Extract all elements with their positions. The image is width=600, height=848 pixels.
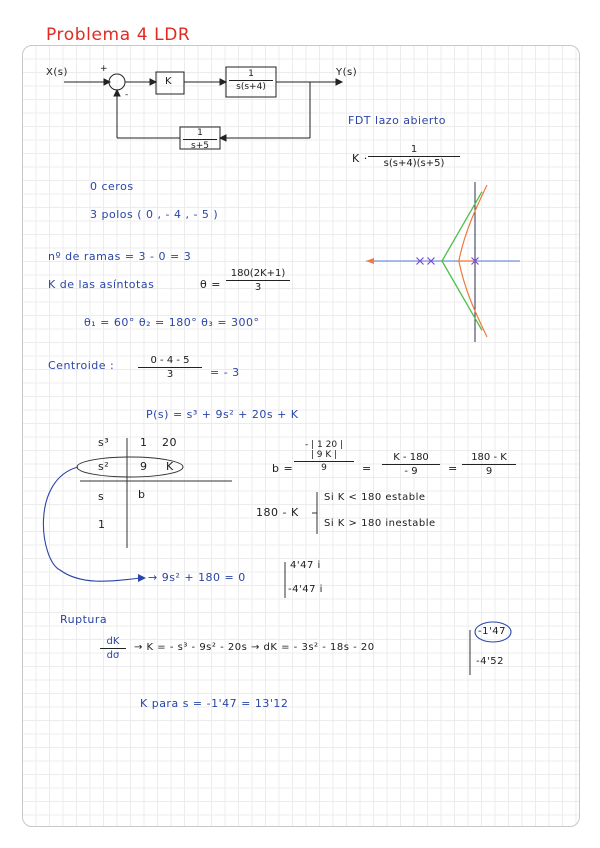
stability-brace	[312, 492, 317, 534]
asymptote-lower	[442, 261, 482, 330]
b-fraction	[294, 440, 354, 473]
routh-power-s3: s³	[98, 436, 110, 449]
b-denominator: 9	[294, 461, 354, 473]
stable-condition: Si K < 180 estable	[324, 492, 426, 503]
root-locus-plot	[366, 182, 520, 342]
asymptote-upper	[442, 192, 482, 261]
centroide-numerator: 0 - 4 - 5	[150, 355, 190, 366]
centroide-result: = - 3	[210, 366, 240, 379]
b-fraction-3	[462, 452, 516, 477]
dk-dsigma	[100, 636, 126, 661]
dsigma-denominator: dσ	[100, 648, 126, 661]
gain-label: K	[165, 76, 173, 87]
aux-curve	[43, 467, 140, 581]
det-bottom: | 9 K |	[310, 450, 338, 460]
b-fraction-2	[382, 452, 440, 477]
b-equals-1: =	[362, 462, 372, 475]
branch-upper	[459, 185, 487, 261]
centroide-fraction	[138, 355, 202, 380]
feedback-denominator: s+5	[183, 139, 217, 151]
centroide-denominator: 3	[138, 367, 202, 380]
det-top: - | 1 20 |	[305, 440, 343, 450]
ruptura-expression: → K = - s³ - 9s² - 20s → dK = - 3s² - 18s - 20	[134, 642, 375, 653]
routh-s2-c2: K	[166, 460, 174, 473]
aux-root-2: -4'47 i	[288, 584, 323, 595]
unstable-condition: Si K > 180 inestable	[324, 518, 436, 529]
asintotas-fraction	[226, 268, 290, 293]
output-label: Y(s)	[336, 67, 358, 78]
characteristic-polynomial: P(s) = s³ + 9s² + 20s + K	[146, 408, 299, 421]
b-f2-denominator: - 9	[382, 464, 440, 477]
real-axis-arrow	[366, 258, 374, 264]
aux-root-1: 4'47 i	[290, 560, 321, 571]
plant-numerator: 1	[248, 69, 254, 79]
plant-tf	[229, 69, 273, 92]
feedback-numerator: 1	[197, 128, 203, 138]
b-label: b =	[272, 462, 294, 475]
routh-power-s1: s	[98, 490, 105, 503]
ruptura-label: Ruptura	[60, 613, 108, 626]
routh-s3-c1: 1	[140, 436, 148, 449]
sum-minus-sign: -	[125, 90, 129, 100]
k-value: 180 - K	[256, 506, 299, 519]
ruptura-root-1: -1'47	[478, 626, 506, 637]
branch-lower	[459, 261, 487, 337]
aux-equation: → 9s² + 180 = 0	[148, 571, 246, 584]
fdt-fraction	[368, 144, 460, 169]
b-equals-2: =	[448, 462, 458, 475]
plant-denominator: s(s+4)	[229, 80, 273, 92]
summing-junction	[109, 74, 125, 90]
routh-power-s0: 1	[98, 518, 106, 531]
b-f3-denominator: 9	[462, 464, 516, 477]
input-label: X(s)	[46, 67, 68, 78]
centroide-label: Centroide :	[48, 359, 115, 372]
routh-power-s2: s²	[98, 460, 110, 473]
theta-symbol: θ =	[200, 278, 221, 291]
b-determinant	[294, 440, 354, 461]
fdt-label: FDT lazo abierto	[348, 114, 446, 127]
sum-plus-sign: +	[100, 64, 109, 74]
ramas-text: nº de ramas = 3 - 0 = 3	[48, 250, 192, 263]
asintotas-numerator: 180(2K+1)	[230, 268, 286, 279]
b-f3-numerator: 180 - K	[471, 452, 507, 463]
fdt-denominator: s(s+4)(s+5)	[368, 156, 460, 169]
k-para-s: K para s = -1'47 = 13'12	[140, 697, 289, 710]
asintotas-denominator: 3	[226, 280, 290, 293]
b-f2-numerator: K - 180	[393, 452, 429, 463]
ruptura-root-2: -4'52	[476, 656, 504, 667]
asintotas-angles: θ₁ = 60° θ₂ = 180° θ₃ = 300°	[84, 316, 260, 329]
polos-text: 3 polos ( 0 , - 4 , - 5 )	[90, 208, 219, 221]
routh-s1-c1: b	[138, 488, 146, 501]
dk-numerator: dK	[106, 636, 120, 647]
routh-s2-c1: 9	[140, 460, 148, 473]
aux-curve-arrow	[43, 467, 146, 582]
ceros-text: 0 ceros	[90, 180, 134, 193]
fdt-numerator: 1	[410, 144, 418, 155]
asintotas-label: K de las asíntotas	[48, 278, 155, 291]
routh-s3-c2: 20	[162, 436, 177, 449]
feedback-tf	[183, 128, 217, 151]
page-title: Problema 4 LDR	[46, 25, 191, 45]
fdt-prefix: K ·	[352, 152, 368, 165]
